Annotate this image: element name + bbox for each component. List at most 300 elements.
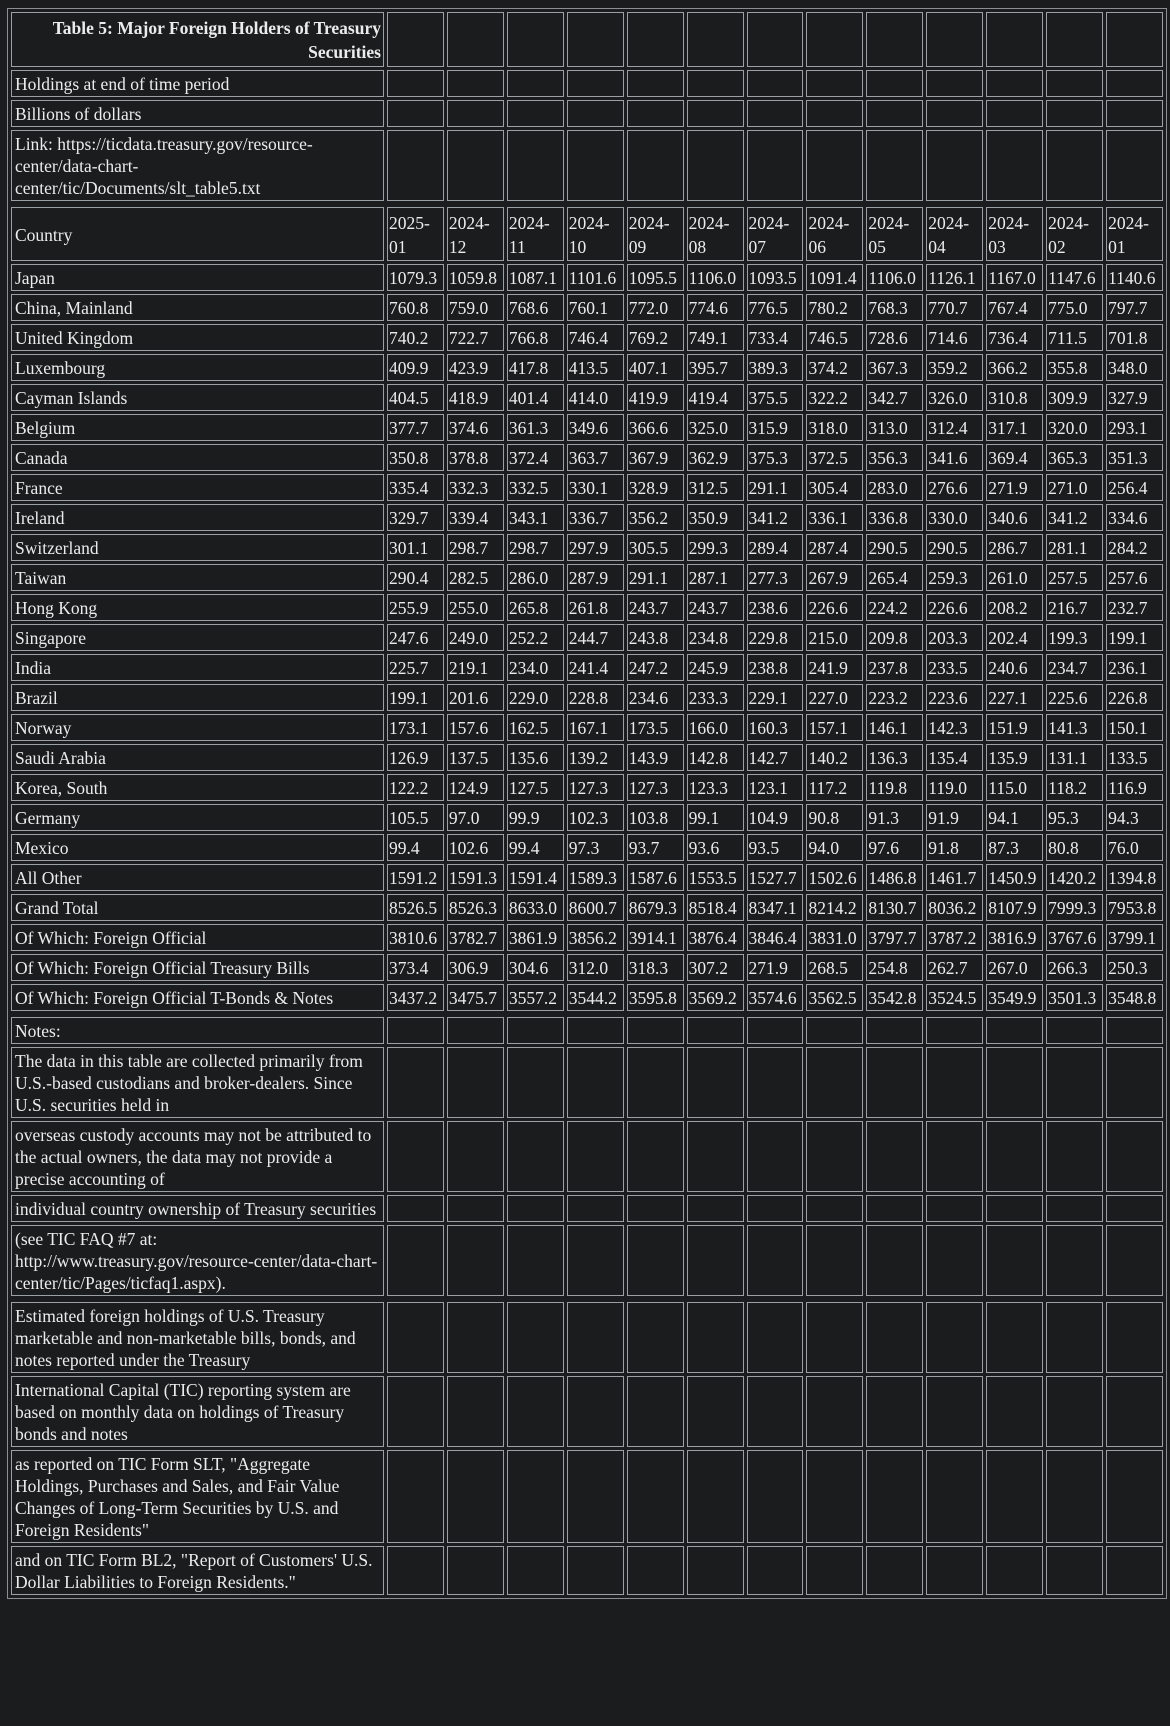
empty-cell (926, 1047, 983, 1118)
value-cell: 1106.0 (687, 264, 744, 291)
meta-row (11, 130, 1163, 201)
country-name: Switzerland (11, 534, 384, 561)
empty-cell (567, 1195, 624, 1222)
value-cell: 271.9 (747, 954, 804, 981)
value-cell: 356.2 (627, 504, 684, 531)
value-cell: 336.8 (866, 504, 923, 531)
value-cell: 362.9 (687, 444, 744, 471)
value-cell: 8518.4 (687, 894, 744, 921)
value-cell: 102.6 (447, 834, 504, 861)
source-link: Link: https://ticdata.treasury.gov/resource-center/data-chart-center/tic/Documents/slt_table5.txt (11, 130, 384, 201)
empty-cell (1106, 1376, 1163, 1447)
table-row (11, 594, 1163, 621)
empty-cell (806, 1047, 863, 1118)
value-cell: 223.2 (866, 684, 923, 711)
empty-cell (986, 130, 1043, 201)
table-row (11, 744, 1163, 771)
value-cell: 142.7 (747, 744, 804, 771)
value-cell: 157.6 (447, 714, 504, 741)
note-row (11, 1195, 1163, 1222)
value-cell: 375.5 (747, 384, 804, 411)
value-cell: 227.1 (986, 684, 1043, 711)
empty-cell (747, 1450, 804, 1543)
country-name: Brazil (11, 684, 384, 711)
value-cell: 1106.0 (866, 264, 923, 291)
empty-cell (1106, 1450, 1163, 1543)
empty-cell (986, 1450, 1043, 1543)
period-header: 2024- 03 (986, 207, 1043, 261)
value-cell: 1591.4 (507, 864, 564, 891)
value-cell: 240.6 (986, 654, 1043, 681)
empty-cell (866, 1376, 923, 1447)
value-cell: 776.5 (747, 294, 804, 321)
value-cell: 780.2 (806, 294, 863, 321)
value-cell: 8679.3 (627, 894, 684, 921)
country-name: United Kingdom (11, 324, 384, 351)
empty-cell (866, 1302, 923, 1373)
value-cell: 135.9 (986, 744, 1043, 771)
value-cell: 3767.6 (1046, 924, 1103, 951)
empty-cell (747, 12, 804, 67)
value-cell: 131.1 (1046, 744, 1103, 771)
value-cell: 119.0 (926, 774, 983, 801)
value-cell: 117.2 (806, 774, 863, 801)
note-text: (see TIC FAQ #7 at: http://www.treasury.gov/resource-center/data-chart-center/tic/Pages/ticfaq1.aspx). (11, 1225, 384, 1296)
value-cell: 94.0 (806, 834, 863, 861)
period-header: 2024- 09 (627, 207, 684, 261)
empty-cell (806, 1225, 863, 1296)
empty-cell (447, 1121, 504, 1192)
empty-cell (866, 130, 923, 201)
value-cell: 157.1 (806, 714, 863, 741)
empty-cell (1046, 1302, 1103, 1373)
empty-cell (507, 1047, 564, 1118)
value-cell: 419.9 (627, 384, 684, 411)
value-cell: 3437.2 (387, 984, 444, 1011)
value-cell: 413.5 (567, 354, 624, 381)
value-cell: 3595.8 (627, 984, 684, 1011)
value-cell: 118.2 (1046, 774, 1103, 801)
value-cell: 343.1 (507, 504, 564, 531)
value-cell: 136.3 (866, 744, 923, 771)
notes-label-row (11, 1017, 1163, 1044)
period-header: 2024- 11 (507, 207, 564, 261)
value-cell: 135.4 (926, 744, 983, 771)
value-cell: 3544.2 (567, 984, 624, 1011)
table-row (11, 504, 1163, 531)
value-cell: 142.3 (926, 714, 983, 741)
value-cell: 1059.8 (447, 264, 504, 291)
empty-cell (1046, 130, 1103, 201)
value-cell: 223.6 (926, 684, 983, 711)
value-cell: 99.1 (687, 804, 744, 831)
value-cell: 1591.2 (387, 864, 444, 891)
empty-cell (687, 70, 744, 97)
empty-cell (866, 1450, 923, 1543)
value-cell: 322.2 (806, 384, 863, 411)
value-cell: 234.7 (1046, 654, 1103, 681)
value-cell: 271.9 (986, 474, 1043, 501)
value-cell: 366.6 (627, 414, 684, 441)
value-cell: 226.6 (926, 594, 983, 621)
empty-cell (687, 1376, 744, 1447)
value-cell: 3816.9 (986, 924, 1043, 951)
empty-cell (1106, 1121, 1163, 1192)
empty-cell (567, 1546, 624, 1595)
table-row (11, 414, 1163, 441)
value-cell: 8036.2 (926, 894, 983, 921)
value-cell: 252.2 (507, 624, 564, 651)
value-cell: 91.3 (866, 804, 923, 831)
note-text: International Capital (TIC) reporting system are based on monthly data on holdings of Treasury bonds and notes (11, 1376, 384, 1447)
value-cell: 363.7 (567, 444, 624, 471)
empty-cell (986, 1121, 1043, 1192)
value-cell: 378.8 (447, 444, 504, 471)
empty-cell (1046, 100, 1103, 127)
empty-cell (567, 1047, 624, 1118)
country-name: Japan (11, 264, 384, 291)
table-body (11, 12, 1163, 1595)
value-cell: 209.8 (866, 624, 923, 651)
empty-cell (806, 1450, 863, 1543)
value-cell: 348.0 (1106, 354, 1163, 381)
value-cell: 261.8 (567, 594, 624, 621)
value-cell: 142.8 (687, 744, 744, 771)
value-cell: 375.3 (747, 444, 804, 471)
value-cell: 774.6 (687, 294, 744, 321)
empty-cell (866, 12, 923, 67)
country-name: Grand Total (11, 894, 384, 921)
country-name: Singapore (11, 624, 384, 651)
value-cell: 99.4 (507, 834, 564, 861)
value-cell: 746.5 (806, 324, 863, 351)
value-cell: 1079.3 (387, 264, 444, 291)
value-cell: 722.7 (447, 324, 504, 351)
empty-cell (627, 1450, 684, 1543)
empty-cell (926, 1376, 983, 1447)
notes-label: Notes: (11, 1017, 384, 1044)
value-cell: 320.0 (1046, 414, 1103, 441)
value-cell: 301.1 (387, 534, 444, 561)
value-cell: 332.3 (447, 474, 504, 501)
value-cell: 3861.9 (507, 924, 564, 951)
empty-cell (1046, 70, 1103, 97)
value-cell: 238.6 (747, 594, 804, 621)
value-cell: 3574.6 (747, 984, 804, 1011)
value-cell: 93.7 (627, 834, 684, 861)
table-row (11, 894, 1163, 921)
country-name: Saudi Arabia (11, 744, 384, 771)
empty-cell (567, 1121, 624, 1192)
value-cell: 291.1 (627, 564, 684, 591)
empty-cell (507, 1225, 564, 1296)
value-cell: 80.8 (1046, 834, 1103, 861)
empty-cell (747, 1195, 804, 1222)
table-row (11, 474, 1163, 501)
empty-cell (507, 1195, 564, 1222)
empty-cell (387, 1121, 444, 1192)
value-cell: 215.0 (806, 624, 863, 651)
value-cell: 267.9 (806, 564, 863, 591)
note-text: The data in this table are collected primarily from U.S.-based custodians and broker-dealers. Since U.S. securities held in (11, 1047, 384, 1118)
note-row (11, 1376, 1163, 1447)
value-cell: 287.9 (567, 564, 624, 591)
value-cell: 7999.3 (1046, 894, 1103, 921)
value-cell: 329.7 (387, 504, 444, 531)
value-cell: 1147.6 (1046, 264, 1103, 291)
value-cell: 3782.7 (447, 924, 504, 951)
value-cell: 341.6 (926, 444, 983, 471)
value-cell: 318.3 (627, 954, 684, 981)
value-cell: 249.0 (447, 624, 504, 651)
value-cell: 146.1 (866, 714, 923, 741)
table-row (11, 444, 1163, 471)
value-cell: 312.0 (567, 954, 624, 981)
empty-cell (627, 1376, 684, 1447)
value-cell: 3548.8 (1106, 984, 1163, 1011)
empty-cell (926, 1302, 983, 1373)
value-cell: 1527.7 (747, 864, 804, 891)
value-cell: 3856.2 (567, 924, 624, 951)
value-cell: 305.4 (806, 474, 863, 501)
country-name: All Other (11, 864, 384, 891)
empty-cell (926, 1225, 983, 1296)
value-cell: 369.4 (986, 444, 1043, 471)
value-cell: 312.5 (687, 474, 744, 501)
value-cell: 283.0 (866, 474, 923, 501)
empty-cell (986, 1047, 1043, 1118)
empty-cell (627, 12, 684, 67)
empty-cell (687, 1017, 744, 1044)
empty-cell (926, 70, 983, 97)
value-cell: 255.0 (447, 594, 504, 621)
value-cell: 257.5 (1046, 564, 1103, 591)
empty-cell (687, 1302, 744, 1373)
value-cell: 772.0 (627, 294, 684, 321)
value-cell: 766.8 (507, 324, 564, 351)
empty-cell (627, 100, 684, 127)
value-cell: 312.4 (926, 414, 983, 441)
empty-cell (1046, 1195, 1103, 1222)
value-cell: 728.6 (866, 324, 923, 351)
country-name: Mexico (11, 834, 384, 861)
table-row (11, 774, 1163, 801)
value-cell: 119.8 (866, 774, 923, 801)
value-cell: 290.5 (926, 534, 983, 561)
empty-cell (747, 100, 804, 127)
empty-cell (1046, 1121, 1103, 1192)
value-cell: 3831.0 (806, 924, 863, 951)
value-cell: 127.3 (627, 774, 684, 801)
empty-cell (1106, 1225, 1163, 1296)
empty-cell (687, 1121, 744, 1192)
empty-cell (1046, 1225, 1103, 1296)
value-cell: 746.4 (567, 324, 624, 351)
value-cell: 224.2 (866, 594, 923, 621)
value-cell: 93.6 (687, 834, 744, 861)
value-cell: 313.0 (866, 414, 923, 441)
value-cell: 760.8 (387, 294, 444, 321)
period-header: 2024- 04 (926, 207, 983, 261)
empty-cell (567, 1017, 624, 1044)
value-cell: 123.1 (747, 774, 804, 801)
value-cell: 203.3 (926, 624, 983, 651)
country-name: China, Mainland (11, 294, 384, 321)
empty-cell (567, 130, 624, 201)
country-name: India (11, 654, 384, 681)
empty-cell (866, 1546, 923, 1595)
country-name: Of Which: Foreign Official Treasury Bills (11, 954, 384, 981)
value-cell: 372.5 (806, 444, 863, 471)
value-cell: 3787.2 (926, 924, 983, 951)
value-cell: 287.1 (687, 564, 744, 591)
value-cell: 1589.3 (567, 864, 624, 891)
value-cell: 277.3 (747, 564, 804, 591)
empty-cell (387, 130, 444, 201)
period-header: 2024- 06 (806, 207, 863, 261)
value-cell: 237.8 (866, 654, 923, 681)
value-cell: 8347.1 (747, 894, 804, 921)
table-row (11, 654, 1163, 681)
value-cell: 769.2 (627, 324, 684, 351)
note-text: as reported on TIC Form SLT, "Aggregate Holdings, Purchases and Sales, and Fair Value Changes of Long-Term Securities by U.S. and Foreign Residents" (11, 1450, 384, 1543)
value-cell: 768.6 (507, 294, 564, 321)
empty-cell (447, 12, 504, 67)
value-cell: 327.9 (1106, 384, 1163, 411)
empty-cell (447, 1450, 504, 1543)
period-header: 2024- 01 (1106, 207, 1163, 261)
value-cell: 265.8 (507, 594, 564, 621)
table-row (11, 954, 1163, 981)
empty-cell (986, 1376, 1043, 1447)
value-cell: 199.1 (387, 684, 444, 711)
value-cell: 389.3 (747, 354, 804, 381)
value-cell: 105.5 (387, 804, 444, 831)
value-cell: 8130.7 (866, 894, 923, 921)
value-cell: 711.5 (1046, 324, 1103, 351)
empty-cell (627, 130, 684, 201)
empty-cell (687, 100, 744, 127)
value-cell: 3876.4 (687, 924, 744, 951)
table-row (11, 534, 1163, 561)
table-row (11, 864, 1163, 891)
empty-cell (806, 1121, 863, 1192)
value-cell: 342.7 (866, 384, 923, 411)
value-cell: 199.1 (1106, 624, 1163, 651)
value-cell: 91.8 (926, 834, 983, 861)
value-cell: 226.8 (1106, 684, 1163, 711)
empty-cell (806, 70, 863, 97)
period-header: 2024- 10 (567, 207, 624, 261)
value-cell: 372.4 (507, 444, 564, 471)
value-cell: 298.7 (507, 534, 564, 561)
value-cell: 241.4 (567, 654, 624, 681)
value-cell: 97.0 (447, 804, 504, 831)
value-cell: 282.5 (447, 564, 504, 591)
value-cell: 3501.3 (1046, 984, 1103, 1011)
value-cell: 268.5 (806, 954, 863, 981)
empty-cell (1106, 1047, 1163, 1118)
table-row (11, 294, 1163, 321)
country-name: Taiwan (11, 564, 384, 591)
empty-cell (507, 12, 564, 67)
value-cell: 229.1 (747, 684, 804, 711)
value-cell: 173.5 (627, 714, 684, 741)
meta-text: Billions of dollars (11, 100, 384, 127)
value-cell: 310.8 (986, 384, 1043, 411)
empty-cell (687, 1195, 744, 1222)
empty-cell (507, 1450, 564, 1543)
value-cell: 1553.5 (687, 864, 744, 891)
value-cell: 140.2 (806, 744, 863, 771)
empty-cell (447, 1302, 504, 1373)
empty-cell (806, 1017, 863, 1044)
empty-cell (387, 1017, 444, 1044)
value-cell: 307.2 (687, 954, 744, 981)
table-row (11, 984, 1163, 1011)
value-cell: 216.7 (1046, 594, 1103, 621)
value-cell: 94.1 (986, 804, 1043, 831)
value-cell: 201.6 (447, 684, 504, 711)
value-cell: 243.7 (687, 594, 744, 621)
value-cell: 1091.4 (806, 264, 863, 291)
empty-cell (866, 1047, 923, 1118)
note-row (11, 1047, 1163, 1118)
empty-cell (747, 130, 804, 201)
value-cell: 770.7 (926, 294, 983, 321)
value-cell: 3542.8 (866, 984, 923, 1011)
table-row (11, 804, 1163, 831)
table-row (11, 624, 1163, 651)
value-cell: 374.6 (447, 414, 504, 441)
value-cell: 317.1 (986, 414, 1043, 441)
value-cell: 315.9 (747, 414, 804, 441)
note-row (11, 1450, 1163, 1543)
table-row (11, 354, 1163, 381)
value-cell: 227.0 (806, 684, 863, 711)
value-cell: 401.4 (507, 384, 564, 411)
value-cell: 94.3 (1106, 804, 1163, 831)
value-cell: 1126.1 (926, 264, 983, 291)
value-cell: 339.4 (447, 504, 504, 531)
value-cell: 167.1 (567, 714, 624, 741)
empty-cell (567, 1450, 624, 1543)
note-row (11, 1302, 1163, 1373)
value-cell: 102.3 (567, 804, 624, 831)
value-cell: 1093.5 (747, 264, 804, 291)
value-cell: 8600.7 (567, 894, 624, 921)
empty-cell (627, 1017, 684, 1044)
value-cell: 736.4 (986, 324, 1043, 351)
period-header: 2024- 12 (447, 207, 504, 261)
empty-cell (747, 70, 804, 97)
value-cell: 341.2 (1046, 504, 1103, 531)
value-cell: 95.3 (1046, 804, 1103, 831)
value-cell: 234.8 (687, 624, 744, 651)
value-cell: 141.3 (1046, 714, 1103, 741)
value-cell: 309.9 (1046, 384, 1103, 411)
empty-cell (627, 1195, 684, 1222)
value-cell: 150.1 (1106, 714, 1163, 741)
empty-cell (567, 100, 624, 127)
value-cell: 3799.1 (1106, 924, 1163, 951)
value-cell: 1486.8 (866, 864, 923, 891)
empty-cell (866, 1017, 923, 1044)
value-cell: 373.4 (387, 954, 444, 981)
value-cell: 1461.7 (926, 864, 983, 891)
empty-cell (447, 130, 504, 201)
value-cell: 97.6 (866, 834, 923, 861)
